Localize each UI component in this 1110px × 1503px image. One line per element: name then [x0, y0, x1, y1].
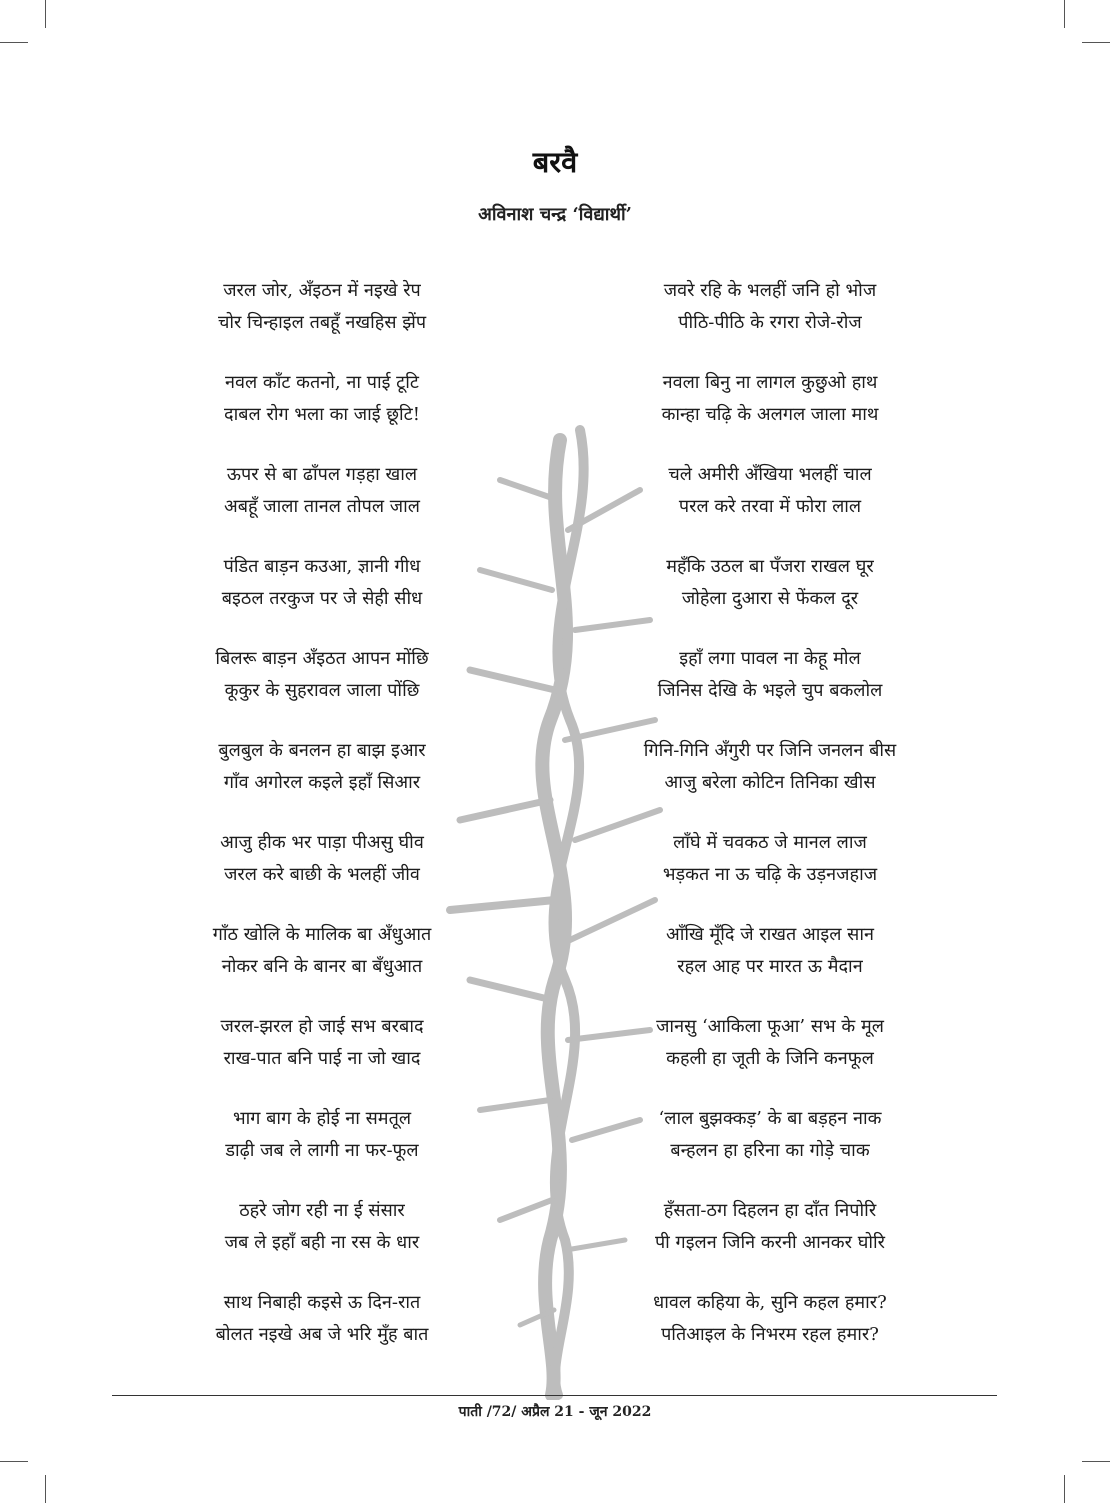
poem-author: अविनाश चन्द्र ‘विद्यार्थी’ — [478, 204, 632, 225]
verse-line: कहली हा जूती के जिनि कनफूल — [666, 1048, 874, 1069]
stanza — [600, 1195, 940, 1287]
verse-line: कूकुर के सुहरावल जाला पोंछि — [224, 680, 420, 701]
stanza — [152, 919, 492, 1011]
crop-mark — [45, 0, 46, 28]
verse-line: धावल कहिया के, सुनि कहल हमार? — [653, 1292, 887, 1313]
verse-line: चले अमीरी अँखिया भलहीं चाल — [668, 464, 872, 485]
stanza — [152, 735, 492, 827]
verse-line: आजु हीक भर पाड़ा पीअसु घीव — [220, 832, 424, 853]
verse-line: जानसु ‘आकिला फूआ’ सभ के मूल — [656, 1016, 884, 1037]
verse-line: भड़कत ना ऊ चढ़ि के उड़नजहाज — [662, 864, 878, 885]
stanza — [600, 1287, 940, 1379]
verse-line: गिनि-गिनि अँगुरी पर जिनि जनलन बीस — [643, 740, 897, 761]
stanza — [152, 643, 492, 735]
stanza — [152, 275, 492, 367]
verse-line: कान्हा चढ़ि के अलगल जाला माथ — [661, 404, 879, 425]
verse-line: हँसता-ठग दिहलन हा दाँत निपोरि — [663, 1200, 877, 1221]
stanza — [152, 1103, 492, 1195]
stanza — [600, 551, 940, 643]
left-poem-column — [152, 275, 492, 1379]
stanza — [600, 459, 940, 551]
stanza — [600, 367, 940, 459]
stanza — [600, 275, 940, 367]
verse-line: जरल जोर, अँइठन में नइखे रेप — [223, 280, 421, 301]
verse-line: ठहरे जोग रही ना ई संसार — [239, 1200, 405, 1221]
stanza — [600, 643, 940, 735]
verse-line: पंडित बाड़न कउआ, ज्ञानी गीध — [223, 556, 421, 577]
stanza — [600, 1103, 940, 1195]
verse-line: परल करे तरवा में फोरा लाल — [678, 496, 862, 517]
verse-line: लाँघे में चवकठ जे मानल लाज — [673, 832, 867, 853]
stanza — [600, 827, 940, 919]
poem-title: बरवै — [532, 145, 578, 179]
verse-line: आँखि मूँदि जे राखत आइल सान — [666, 924, 874, 945]
verse-line: गाँव अगोरल कइले इहाँ सिआर — [223, 772, 421, 793]
verse-line: जवरे रहि के भलहीं जनि हो भोज — [663, 280, 877, 301]
verse-line: डाढ़ी जब ले लागी ना फर-फूल — [225, 1140, 419, 1161]
verse-line: चोर चिन्हाइल तबहूँ नखहिस झेंप — [217, 312, 427, 333]
crop-mark — [1082, 1461, 1110, 1462]
verse-line: नवल काँट कतनो, ना पाई टूटि — [224, 372, 419, 393]
verse-line: अबहूँ जाला तानल तोपल जाल — [223, 496, 421, 517]
stanza — [600, 1011, 940, 1103]
verse-line: बन्हलन हा हरिना का गोड़े चाक — [670, 1140, 870, 1161]
verse-line: साथ निबाही कइसे ऊ दिन-रात — [223, 1292, 421, 1313]
verse-line: गाँठ खोलि के मालिक बा अँधुआत — [212, 924, 432, 945]
verse-line: पी गइलन जिनि करनी आनकर घोरि — [654, 1232, 886, 1253]
footer-divider — [112, 1395, 997, 1396]
verse-line: पतिआइल के निभरम रहल हमार? — [661, 1324, 879, 1345]
stanza — [152, 1287, 492, 1379]
stanza — [152, 459, 492, 551]
verse-line: भाग बाग के होई ना समतूल — [232, 1108, 412, 1129]
verse-line: ‘लाल बुझक्कड़’ के बा बड़हन नाक — [658, 1108, 882, 1129]
verse-line: नवला बिनु ना लागल कुछुओ हाथ — [662, 372, 878, 393]
verse-line: इहाँ लगा पावल ना केहू मोल — [679, 648, 861, 669]
stanza — [600, 735, 940, 827]
crop-mark — [1064, 0, 1065, 28]
verse-line: जरल-झरल हो जाई सभ बरबाद — [220, 1016, 424, 1037]
crop-mark — [1082, 42, 1110, 43]
verse-line: रहल आह पर मारत ऊ मैदान — [677, 956, 863, 977]
verse-line: महँकि उठल बा पँजरा राखल घूर — [666, 556, 874, 577]
stanza — [152, 827, 492, 919]
verse-line: जरल करे बाछी के भलहीं जीव — [224, 864, 420, 885]
stanza — [152, 1011, 492, 1103]
verse-line: पीठि-पीठि के रगरा रोजे-रोज — [678, 312, 862, 333]
verse-line: राख-पात बनि पाई ना जो खाद — [223, 1048, 421, 1069]
verse-line: दाबल रोग भला का जाई छूटि! — [224, 404, 420, 425]
verse-line: जोहेला दुआरा से फेंकल दूर — [681, 588, 859, 609]
stanza — [152, 1195, 492, 1287]
page-footer: पाती /72/ अप्रैल 21 - जून 2022 — [458, 1404, 652, 1420]
right-poem-column — [600, 275, 940, 1379]
verse-line: जिनिस देखि के भइले चुप बकलोल — [657, 680, 883, 701]
verse-line: बइठल तरकुज पर जे सेही सीध — [221, 588, 423, 609]
verse-line: आजु बरेला कोटिन तिनिका खीस — [664, 772, 876, 793]
verse-line: जब ले इहाँ बही ना रस के धार — [224, 1232, 420, 1253]
verse-line: बोलत नइखे अब जे भरि मुँह बात — [215, 1324, 429, 1345]
verse-line: बिलरू बाड़न अँइठत आपन मोंछि — [215, 648, 429, 669]
verse-line: नोकर बनि के बानर बा बँधुआत — [221, 956, 423, 977]
verse-line: बुलबुल के बनलन हा बाझ इआर — [218, 740, 426, 761]
stanza — [600, 919, 940, 1011]
crop-mark — [0, 42, 28, 43]
crop-mark — [1064, 1475, 1065, 1503]
crop-mark — [45, 1475, 46, 1503]
verse-line: ऊपर से बा ढाँपल गड़हा खाल — [226, 464, 418, 485]
stanza — [152, 551, 492, 643]
stanza — [152, 367, 492, 459]
crop-mark — [0, 1461, 28, 1462]
